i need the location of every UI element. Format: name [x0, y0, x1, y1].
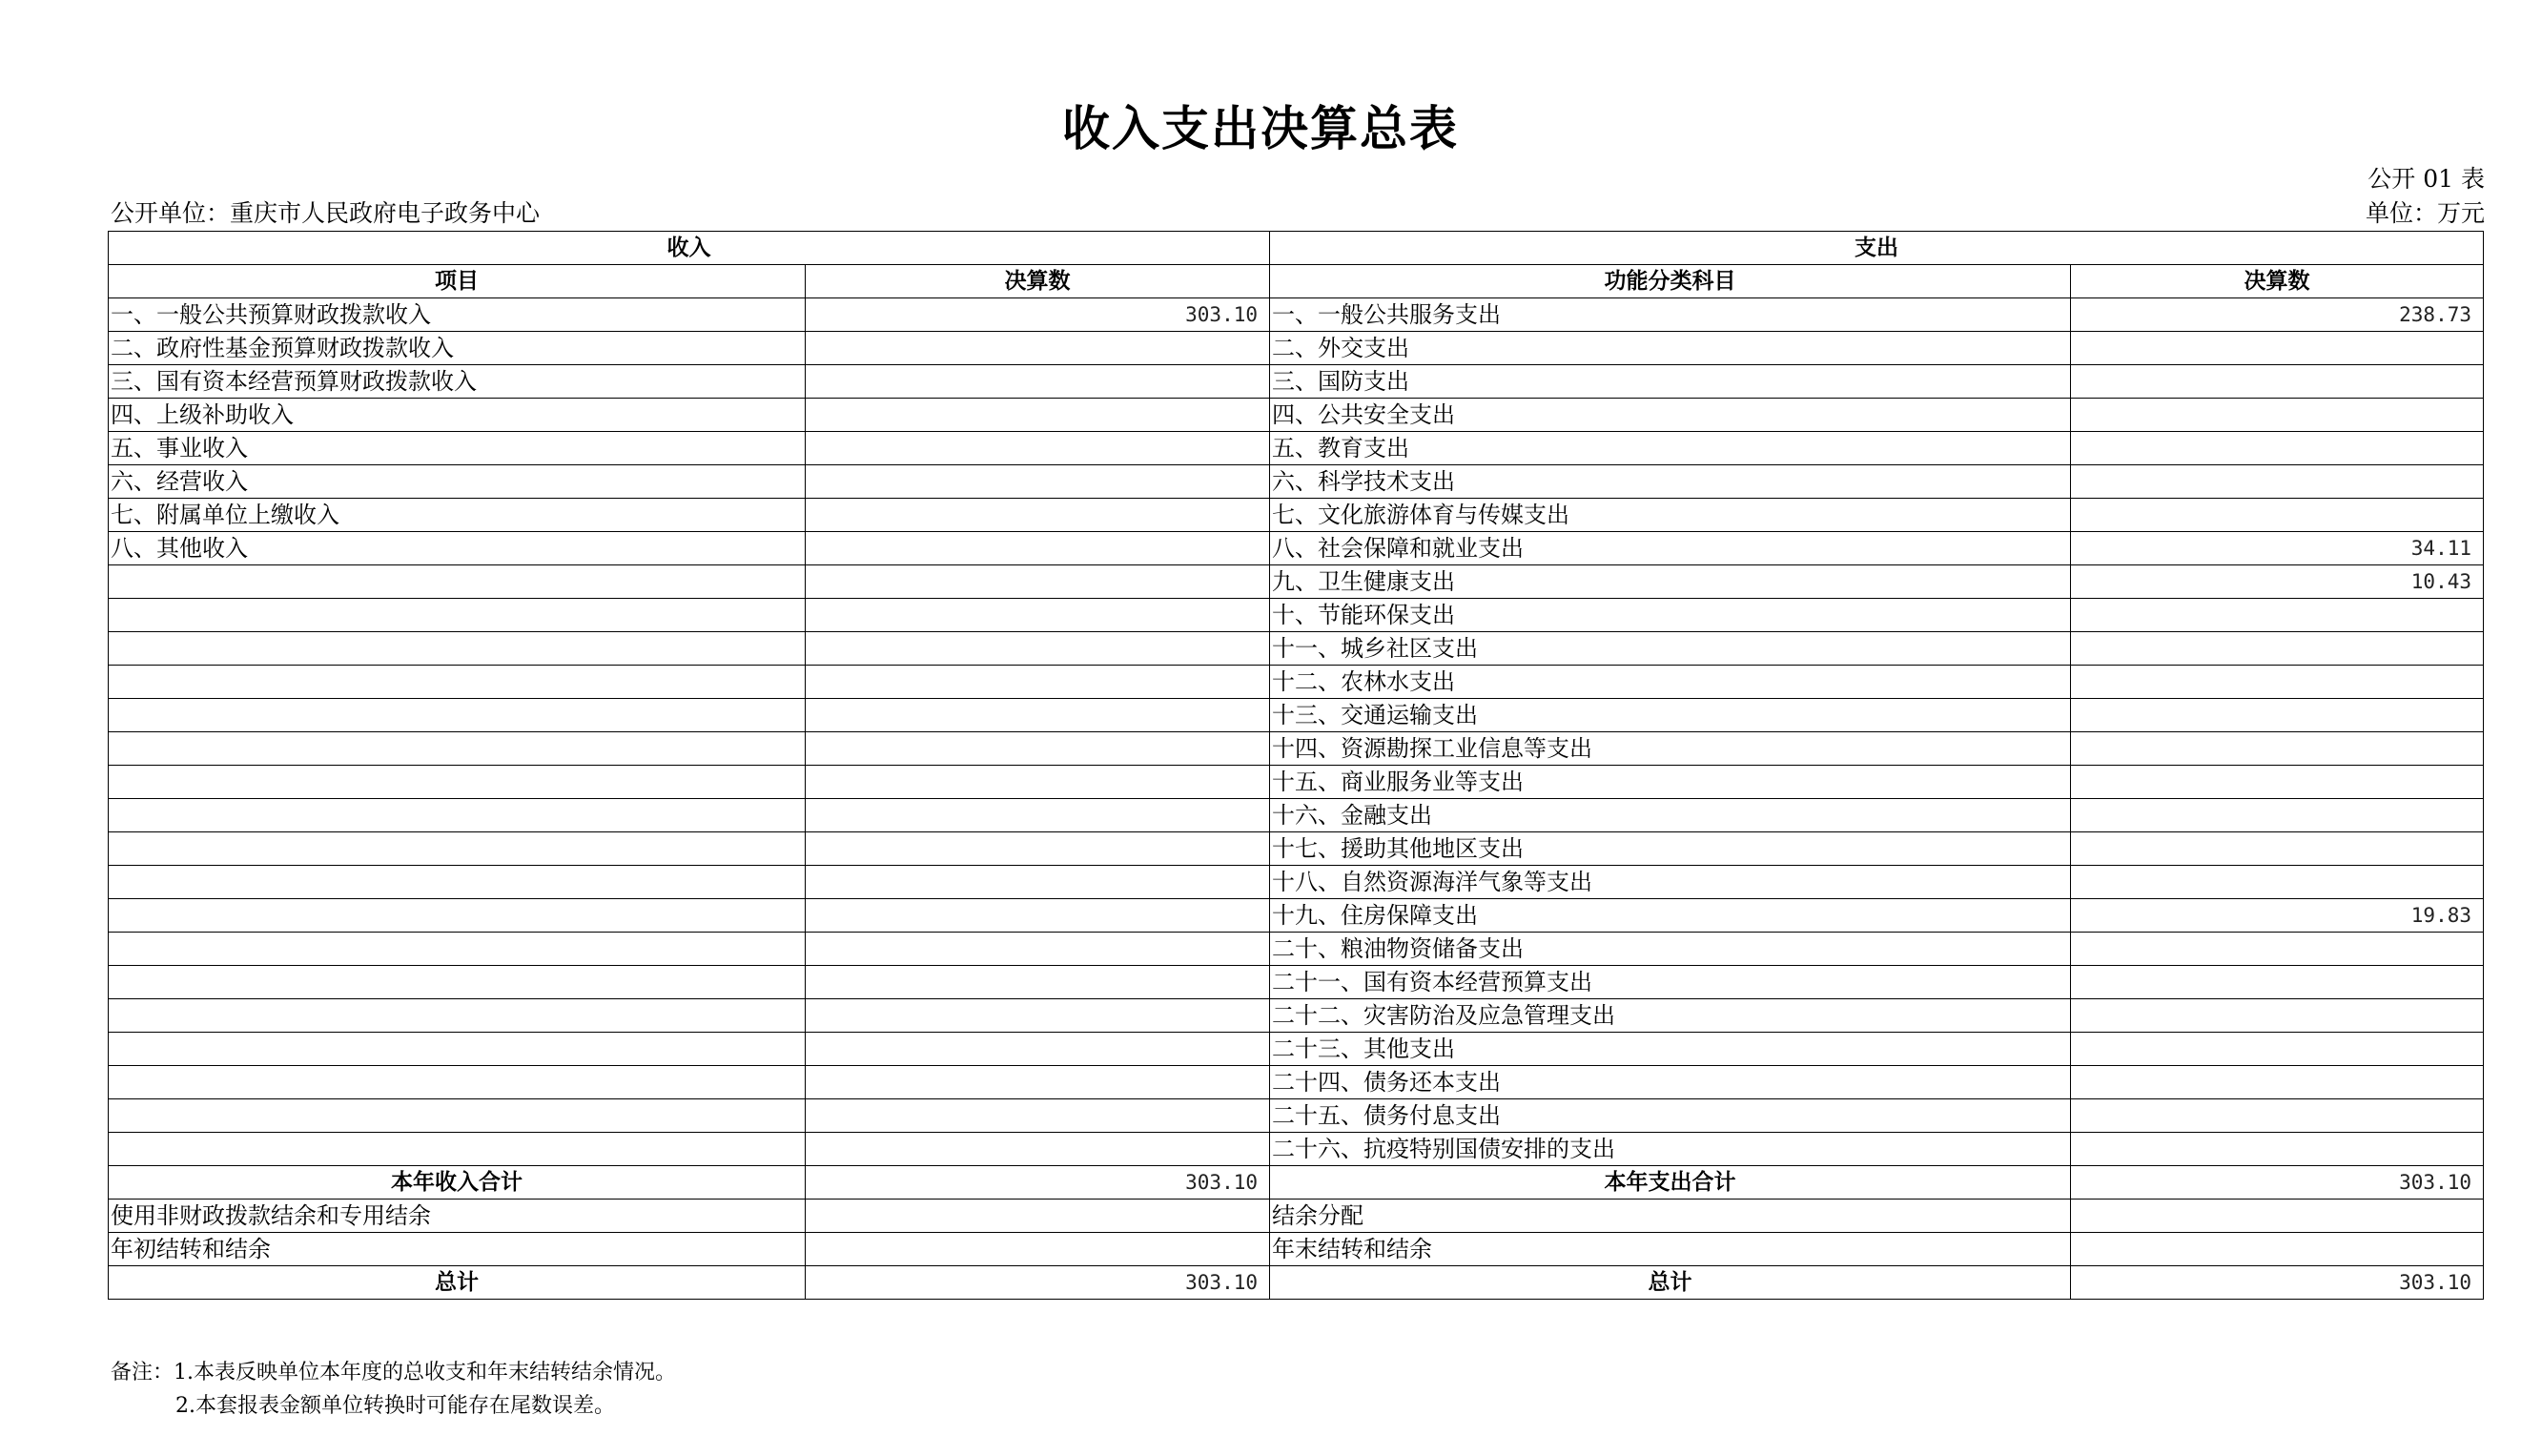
- summary-row: [109, 1166, 2484, 1200]
- income-amount-cell: [806, 1099, 1270, 1133]
- expense-item-cell: 十、节能环保支出: [1270, 599, 2071, 632]
- table-row: [109, 832, 2484, 866]
- table-row: [109, 999, 2484, 1033]
- column-header-row: [109, 265, 2484, 298]
- summary-expense-amount: 303.10: [2071, 1166, 2484, 1200]
- summary-expense-amount: 303.10: [2071, 1266, 2484, 1300]
- expense-item-cell: 一、一般公共服务支出: [1270, 298, 2071, 332]
- expense-item-cell: 二十六、抗疫特别国债安排的支出: [1270, 1133, 2071, 1166]
- expense-amount-cell: [2071, 999, 2484, 1033]
- income-amount-cell: [806, 565, 1270, 599]
- summary-row: [109, 1233, 2484, 1266]
- expense-amount-cell: [2071, 1099, 2484, 1133]
- expense-item-cell: 十八、自然资源海洋气象等支出: [1270, 866, 2071, 899]
- income-item-cell: 六、经营收入: [109, 465, 806, 499]
- expense-amount-cell: [2071, 832, 2484, 866]
- income-item-cell: [109, 999, 806, 1033]
- expense-amount-cell: [2071, 666, 2484, 699]
- expense-item-cell: 十一、城乡社区支出: [1270, 632, 2071, 666]
- expense-item-cell: 七、文化旅游体育与传媒支出: [1270, 499, 2071, 532]
- summary-income-amount: [806, 1233, 1270, 1266]
- expense-amount-cell: [2071, 866, 2484, 899]
- expense-amount-cell: 19.83: [2071, 899, 2484, 933]
- expense-item-cell: 三、国防支出: [1270, 365, 2071, 399]
- report-title: 收入支出决算总表: [1062, 101, 1459, 156]
- income-item-cell: [109, 866, 806, 899]
- expense-item-cell: 五、教育支出: [1270, 432, 2071, 465]
- table-row: [109, 465, 2484, 499]
- expense-item-cell: 十六、金融支出: [1270, 799, 2071, 832]
- income-amount-cell: [806, 1133, 1270, 1166]
- expense-item-cell: 十二、农林水支出: [1270, 666, 2071, 699]
- table-row: [109, 799, 2484, 832]
- table-row: [109, 766, 2484, 799]
- table-row: [109, 1033, 2484, 1066]
- summary-income-label: 年初结转和结余: [109, 1233, 806, 1266]
- table-row: [109, 532, 2484, 565]
- unit-label: 单位：万元: [2365, 199, 2485, 227]
- expense-amount-cell: [2071, 933, 2484, 966]
- income-item-header: 项目: [109, 265, 806, 298]
- expense-amount-cell: [2071, 399, 2484, 432]
- table-row: [109, 866, 2484, 899]
- summary-expense-amount: [2071, 1200, 2484, 1233]
- expense-item-cell: 二十四、债务还本支出: [1270, 1066, 2071, 1099]
- income-item-cell: 八、其他收入: [109, 532, 806, 565]
- expense-item-cell: 十七、援助其他地区支出: [1270, 832, 2071, 866]
- income-item-cell: [109, 1033, 806, 1066]
- expense-amount-cell: [2071, 1133, 2484, 1166]
- income-amount-cell: [806, 799, 1270, 832]
- expense-amount-cell: [2071, 599, 2484, 632]
- income-item-cell: [109, 699, 806, 732]
- table-row: [109, 632, 2484, 666]
- expense-item-cell: 九、卫生健康支出: [1270, 565, 2071, 599]
- expense-item-cell: 二十一、国有资本经营预算支出: [1270, 966, 2071, 999]
- table-row: [109, 399, 2484, 432]
- expense-amount-cell: [2071, 332, 2484, 365]
- table-row: [109, 666, 2484, 699]
- income-amount-cell: [806, 399, 1270, 432]
- income-item-cell: 二、政府性基金预算财政拨款收入: [109, 332, 806, 365]
- summary-expense-label: 年末结转和结余: [1270, 1233, 2071, 1266]
- income-item-cell: [109, 1133, 806, 1166]
- note-2: 2.本套报表金额单位转换时可能存在尾数误差。: [175, 1394, 615, 1418]
- summary-income-label: 总计: [109, 1266, 806, 1300]
- summary-row: [109, 1200, 2484, 1233]
- summary-expense-label: 结余分配: [1270, 1200, 2071, 1233]
- income-amount-cell: [806, 432, 1270, 465]
- expense-amount-cell: [2071, 966, 2484, 999]
- expense-amount-cell: [2071, 499, 2484, 532]
- expense-category-header: 功能分类科目: [1270, 265, 2071, 298]
- income-item-cell: 三、国有资本经营预算财政拨款收入: [109, 365, 806, 399]
- income-amount-cell: [806, 933, 1270, 966]
- expense-amount-cell: [2071, 432, 2484, 465]
- income-amount-cell: [806, 1033, 1270, 1066]
- income-item-cell: 四、上级补助收入: [109, 399, 806, 432]
- summary-income-amount: 303.10: [806, 1266, 1270, 1300]
- summary-row: [109, 1266, 2484, 1300]
- income-amount-cell: [806, 966, 1270, 999]
- income-amount-cell: [806, 899, 1270, 933]
- form-number: 公开 01 表: [2367, 165, 2485, 193]
- expense-amount-cell: [2071, 632, 2484, 666]
- summary-expense-label: 总计: [1270, 1266, 2071, 1300]
- income-item-cell: [109, 933, 806, 966]
- income-item-cell: [109, 966, 806, 999]
- expense-amount-cell: [2071, 365, 2484, 399]
- income-amount-cell: [806, 365, 1270, 399]
- income-section-header: 收入: [109, 232, 1270, 265]
- expense-item-cell: 二十、粮油物资储备支出: [1270, 933, 2071, 966]
- table-row: [109, 565, 2484, 599]
- income-item-cell: 五、事业收入: [109, 432, 806, 465]
- table-row: [109, 1066, 2484, 1099]
- expense-amount-header: 决算数: [2071, 265, 2484, 298]
- table-body: [109, 298, 2484, 1300]
- expense-amount-cell: [2071, 465, 2484, 499]
- summary-income-amount: 303.10: [806, 1166, 1270, 1200]
- expense-item-cell: 二十五、债务付息支出: [1270, 1099, 2071, 1133]
- expense-amount-cell: [2071, 766, 2484, 799]
- expense-item-cell: 十三、交通运输支出: [1270, 699, 2071, 732]
- income-amount-cell: [806, 832, 1270, 866]
- expense-amount-cell: 238.73: [2071, 298, 2484, 332]
- table-row: [109, 332, 2484, 365]
- expense-section-header: 支出: [1270, 232, 2484, 265]
- note-1: 备注：1.本表反映单位本年度的总收支和年末结转结余情况。: [111, 1361, 676, 1384]
- expense-amount-cell: [2071, 1033, 2484, 1066]
- section-header-row: [109, 232, 2484, 265]
- expense-amount-cell: 34.11: [2071, 532, 2484, 565]
- table-row: [109, 1133, 2484, 1166]
- table-row: [109, 365, 2484, 399]
- table-row: [109, 732, 2484, 766]
- summary-income-label: 使用非财政拨款结余和专用结余: [109, 1200, 806, 1233]
- expense-item-cell: 二、外交支出: [1270, 332, 2071, 365]
- income-amount-cell: [806, 499, 1270, 532]
- expense-item-cell: 八、社会保障和就业支出: [1270, 532, 2071, 565]
- income-amount-cell: [806, 632, 1270, 666]
- table-row: [109, 899, 2484, 933]
- summary-expense-amount: [2071, 1233, 2484, 1266]
- income-item-cell: [109, 732, 806, 766]
- table-row: [109, 1099, 2484, 1133]
- income-amount-cell: [806, 332, 1270, 365]
- income-amount-cell: [806, 666, 1270, 699]
- table-row: [109, 499, 2484, 532]
- expense-amount-cell: [2071, 732, 2484, 766]
- income-amount-cell: [806, 866, 1270, 899]
- income-item-cell: [109, 666, 806, 699]
- expense-amount-cell: 10.43: [2071, 565, 2484, 599]
- budget-summary-table: [108, 231, 2484, 1300]
- organization-label: 公开单位：重庆市人民政府电子政务中心: [111, 199, 541, 227]
- income-item-cell: [109, 565, 806, 599]
- income-item-cell: [109, 832, 806, 866]
- income-item-cell: [109, 1099, 806, 1133]
- income-amount-cell: [806, 699, 1270, 732]
- expense-item-cell: 二十三、其他支出: [1270, 1033, 2071, 1066]
- income-amount-cell: [806, 532, 1270, 565]
- income-amount-cell: [806, 465, 1270, 499]
- income-item-cell: [109, 766, 806, 799]
- income-amount-cell: [806, 732, 1270, 766]
- table-row: [109, 699, 2484, 732]
- income-item-cell: [109, 632, 806, 666]
- expense-item-cell: 六、科学技术支出: [1270, 465, 2071, 499]
- expense-item-cell: 十五、商业服务业等支出: [1270, 766, 2071, 799]
- income-item-cell: [109, 799, 806, 832]
- table-row: [109, 432, 2484, 465]
- summary-income-amount: [806, 1200, 1270, 1233]
- income-amount-cell: [806, 766, 1270, 799]
- expense-item-cell: 二十二、灾害防治及应急管理支出: [1270, 999, 2071, 1033]
- expense-amount-cell: [2071, 1066, 2484, 1099]
- table-row: [109, 933, 2484, 966]
- expense-amount-cell: [2071, 699, 2484, 732]
- expense-amount-cell: [2071, 799, 2484, 832]
- summary-income-label: 本年收入合计: [109, 1166, 806, 1200]
- income-item-cell: 七、附属单位上缴收入: [109, 499, 806, 532]
- income-amount-header: 决算数: [806, 265, 1270, 298]
- table-row: [109, 966, 2484, 999]
- income-item-cell: [109, 599, 806, 632]
- summary-expense-label: 本年支出合计: [1270, 1166, 2071, 1200]
- income-amount-cell: [806, 999, 1270, 1033]
- income-item-cell: [109, 1066, 806, 1099]
- table-row: [109, 298, 2484, 332]
- income-amount-cell: 303.10: [806, 298, 1270, 332]
- expense-item-cell: 十四、资源勘探工业信息等支出: [1270, 732, 2071, 766]
- income-item-cell: 一、一般公共预算财政拨款收入: [109, 298, 806, 332]
- notes: [111, 1356, 676, 1423]
- expense-item-cell: 四、公共安全支出: [1270, 399, 2071, 432]
- expense-item-cell: 十九、住房保障支出: [1270, 899, 2071, 933]
- table-row: [109, 599, 2484, 632]
- income-item-cell: [109, 899, 806, 933]
- income-amount-cell: [806, 1066, 1270, 1099]
- income-amount-cell: [806, 599, 1270, 632]
